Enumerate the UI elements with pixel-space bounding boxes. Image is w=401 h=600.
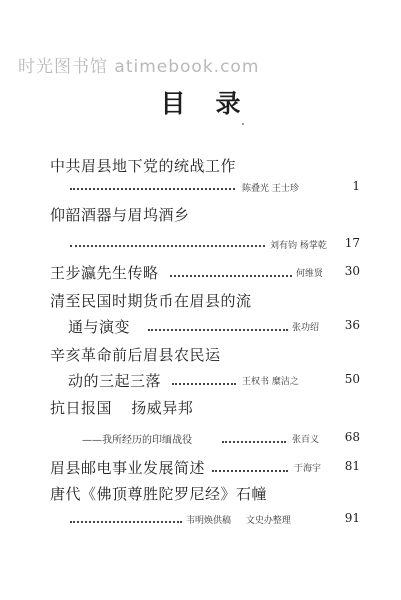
entry-subtitle: ——我所经历的印缅战役	[82, 435, 192, 446]
entry-title-line1: 辛亥革命前后眉县农民运	[50, 346, 221, 364]
entry-title: 中共眉县地下党的统战工作	[50, 157, 237, 175]
entry-title: 仰韶酒器与眉坞酒乡	[50, 206, 190, 224]
dot-leader	[148, 329, 288, 331]
decorative-dot	[242, 123, 244, 125]
entry-page: 36	[344, 318, 360, 332]
dot-leader	[222, 441, 286, 443]
entry-title: 眉县邮电事业发展简述	[50, 459, 206, 477]
watermark: 时光图书馆 atimebook.com	[18, 57, 260, 77]
entry-page: 30	[344, 264, 360, 278]
entry-authors: 王权书 糜洁之	[242, 377, 299, 387]
entry-authors: 刘有钧 杨掌乾	[270, 241, 327, 251]
entry-title: 唐代《佛顶尊胜陀罗尼经》石幢	[50, 485, 268, 503]
entry-page: 1	[352, 179, 360, 193]
entry-title-line2: 动的三起三落	[68, 372, 162, 390]
dot-leader	[70, 245, 265, 247]
dot-leader	[70, 188, 235, 190]
entry-page: 50	[344, 372, 360, 386]
entry-title: 抗日报国 扬威异邦	[50, 399, 194, 417]
entry-title-line1: 清至民国时期货币在眉县的流	[50, 292, 252, 310]
entry-authors: 于海宇	[294, 464, 322, 474]
dot-leader	[172, 383, 236, 385]
entry-page: 81	[344, 459, 360, 473]
entry-authors: 韦明焕供稿 文史办整理	[186, 516, 291, 526]
entry-title: 王步瀛先生传略	[50, 264, 159, 282]
entry-page: 17	[344, 236, 360, 250]
entry-page: 68	[344, 430, 360, 444]
dot-leader	[70, 521, 182, 523]
entry-page: 91	[344, 511, 360, 525]
page-title: 目录	[160, 89, 271, 118]
entry-authors: 张功绍	[292, 323, 320, 333]
dot-leader	[170, 275, 292, 277]
entry-authors: 张百义	[292, 435, 320, 445]
entry-authors: 何维贤	[296, 269, 324, 279]
entry-title-line2: 通与演变	[68, 318, 131, 336]
dot-leader	[212, 470, 288, 472]
entry-authors: 陈叠光 王士珍	[242, 184, 299, 194]
